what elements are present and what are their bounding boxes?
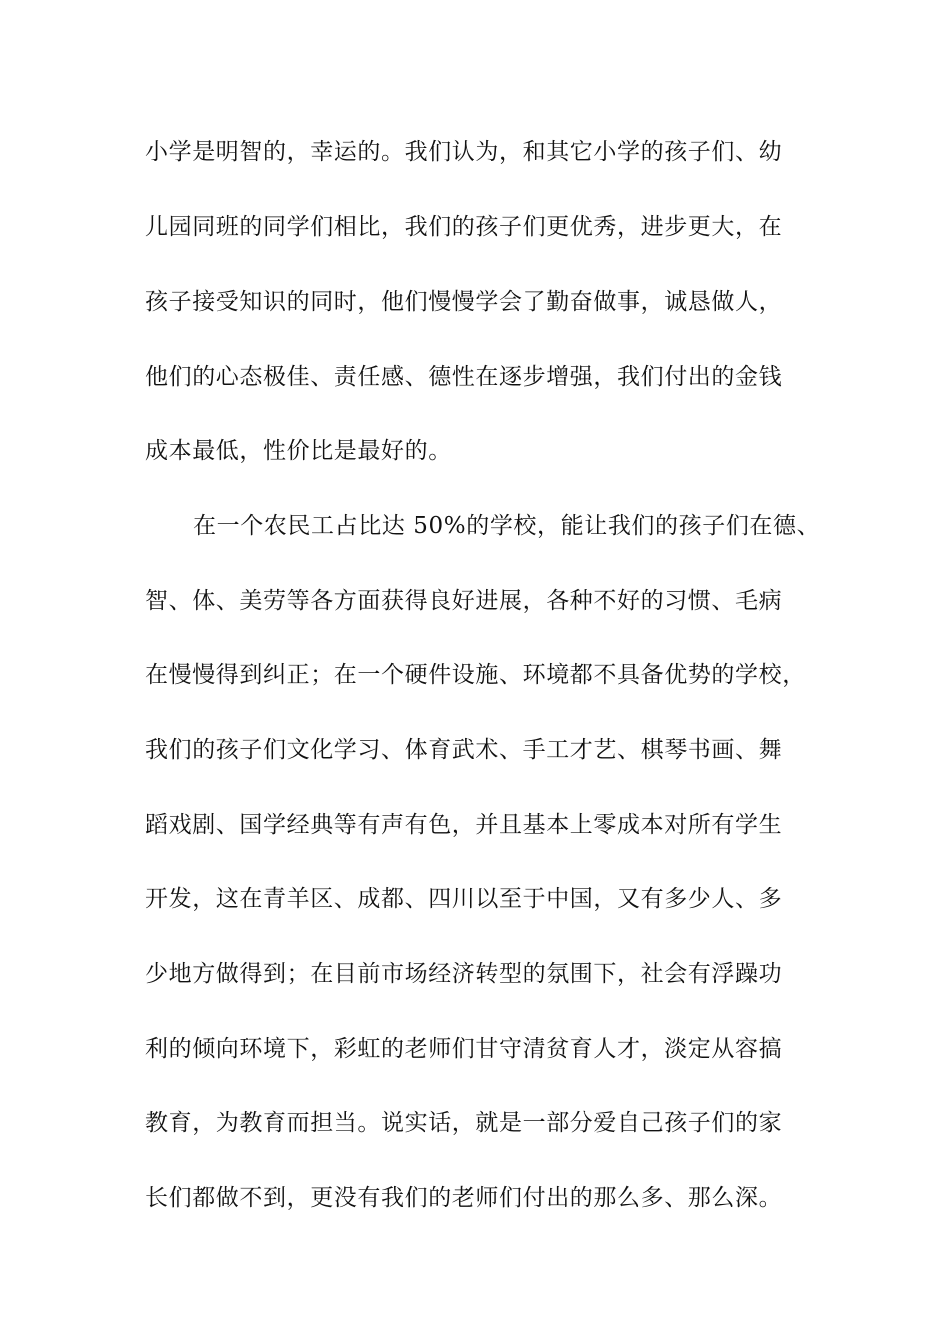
text-line-11: 开发，这在青羊区、成都、四川以至于中国，又有多少人、多 [145,886,783,912]
text-line-4: 他们的心态极佳、责任感、德性在逐步增强，我们付出的金钱 [145,364,783,390]
text-line-5: 成本最低，性价比是最好的。 [145,438,452,464]
text-line-6: 在一个农民工占比达 50%的学校，能让我们的孩子们在德、 [193,513,821,539]
text-line-15: 长们都做不到，更没有我们的老师们付出的那么多、那么深。 [145,1185,783,1211]
text-line-12: 少地方做得到；在目前市场经济转型的氛围下，社会有浮躁功 [145,961,783,987]
text-line-1: 小学是明智的，幸运的。我们认为，和其它小学的孩子们、幼 [145,139,783,165]
text-line-14: 教育，为教育而担当。说实话，就是一部分爱自己孩子们的家 [145,1110,783,1136]
text-line-13: 利的倾向环境下，彩虹的老师们甘守清贫育人才，淡定从容搞 [145,1036,783,1062]
text-line-3: 孩子接受知识的同时，他们慢慢学会了勤奋做事，诚恳做人， [145,289,783,315]
text-line-10: 蹈戏剧、国学经典等有声有色，并且基本上零成本对所有学生 [145,812,783,838]
text-line-7: 智、体、美劳等各方面获得良好进展，各种不好的习惯、毛病 [145,588,783,614]
text-line-8: 在慢慢得到纠正；在一个硬件设施、环境都不具备优势的学校， [145,662,806,688]
text-line-9: 我们的孩子们文化学习、体育武术、手工才艺、棋琴书画、舞 [145,737,783,763]
text-line-2: 儿园同班的同学们相比，我们的孩子们更优秀，进步更大，在 [145,214,783,240]
